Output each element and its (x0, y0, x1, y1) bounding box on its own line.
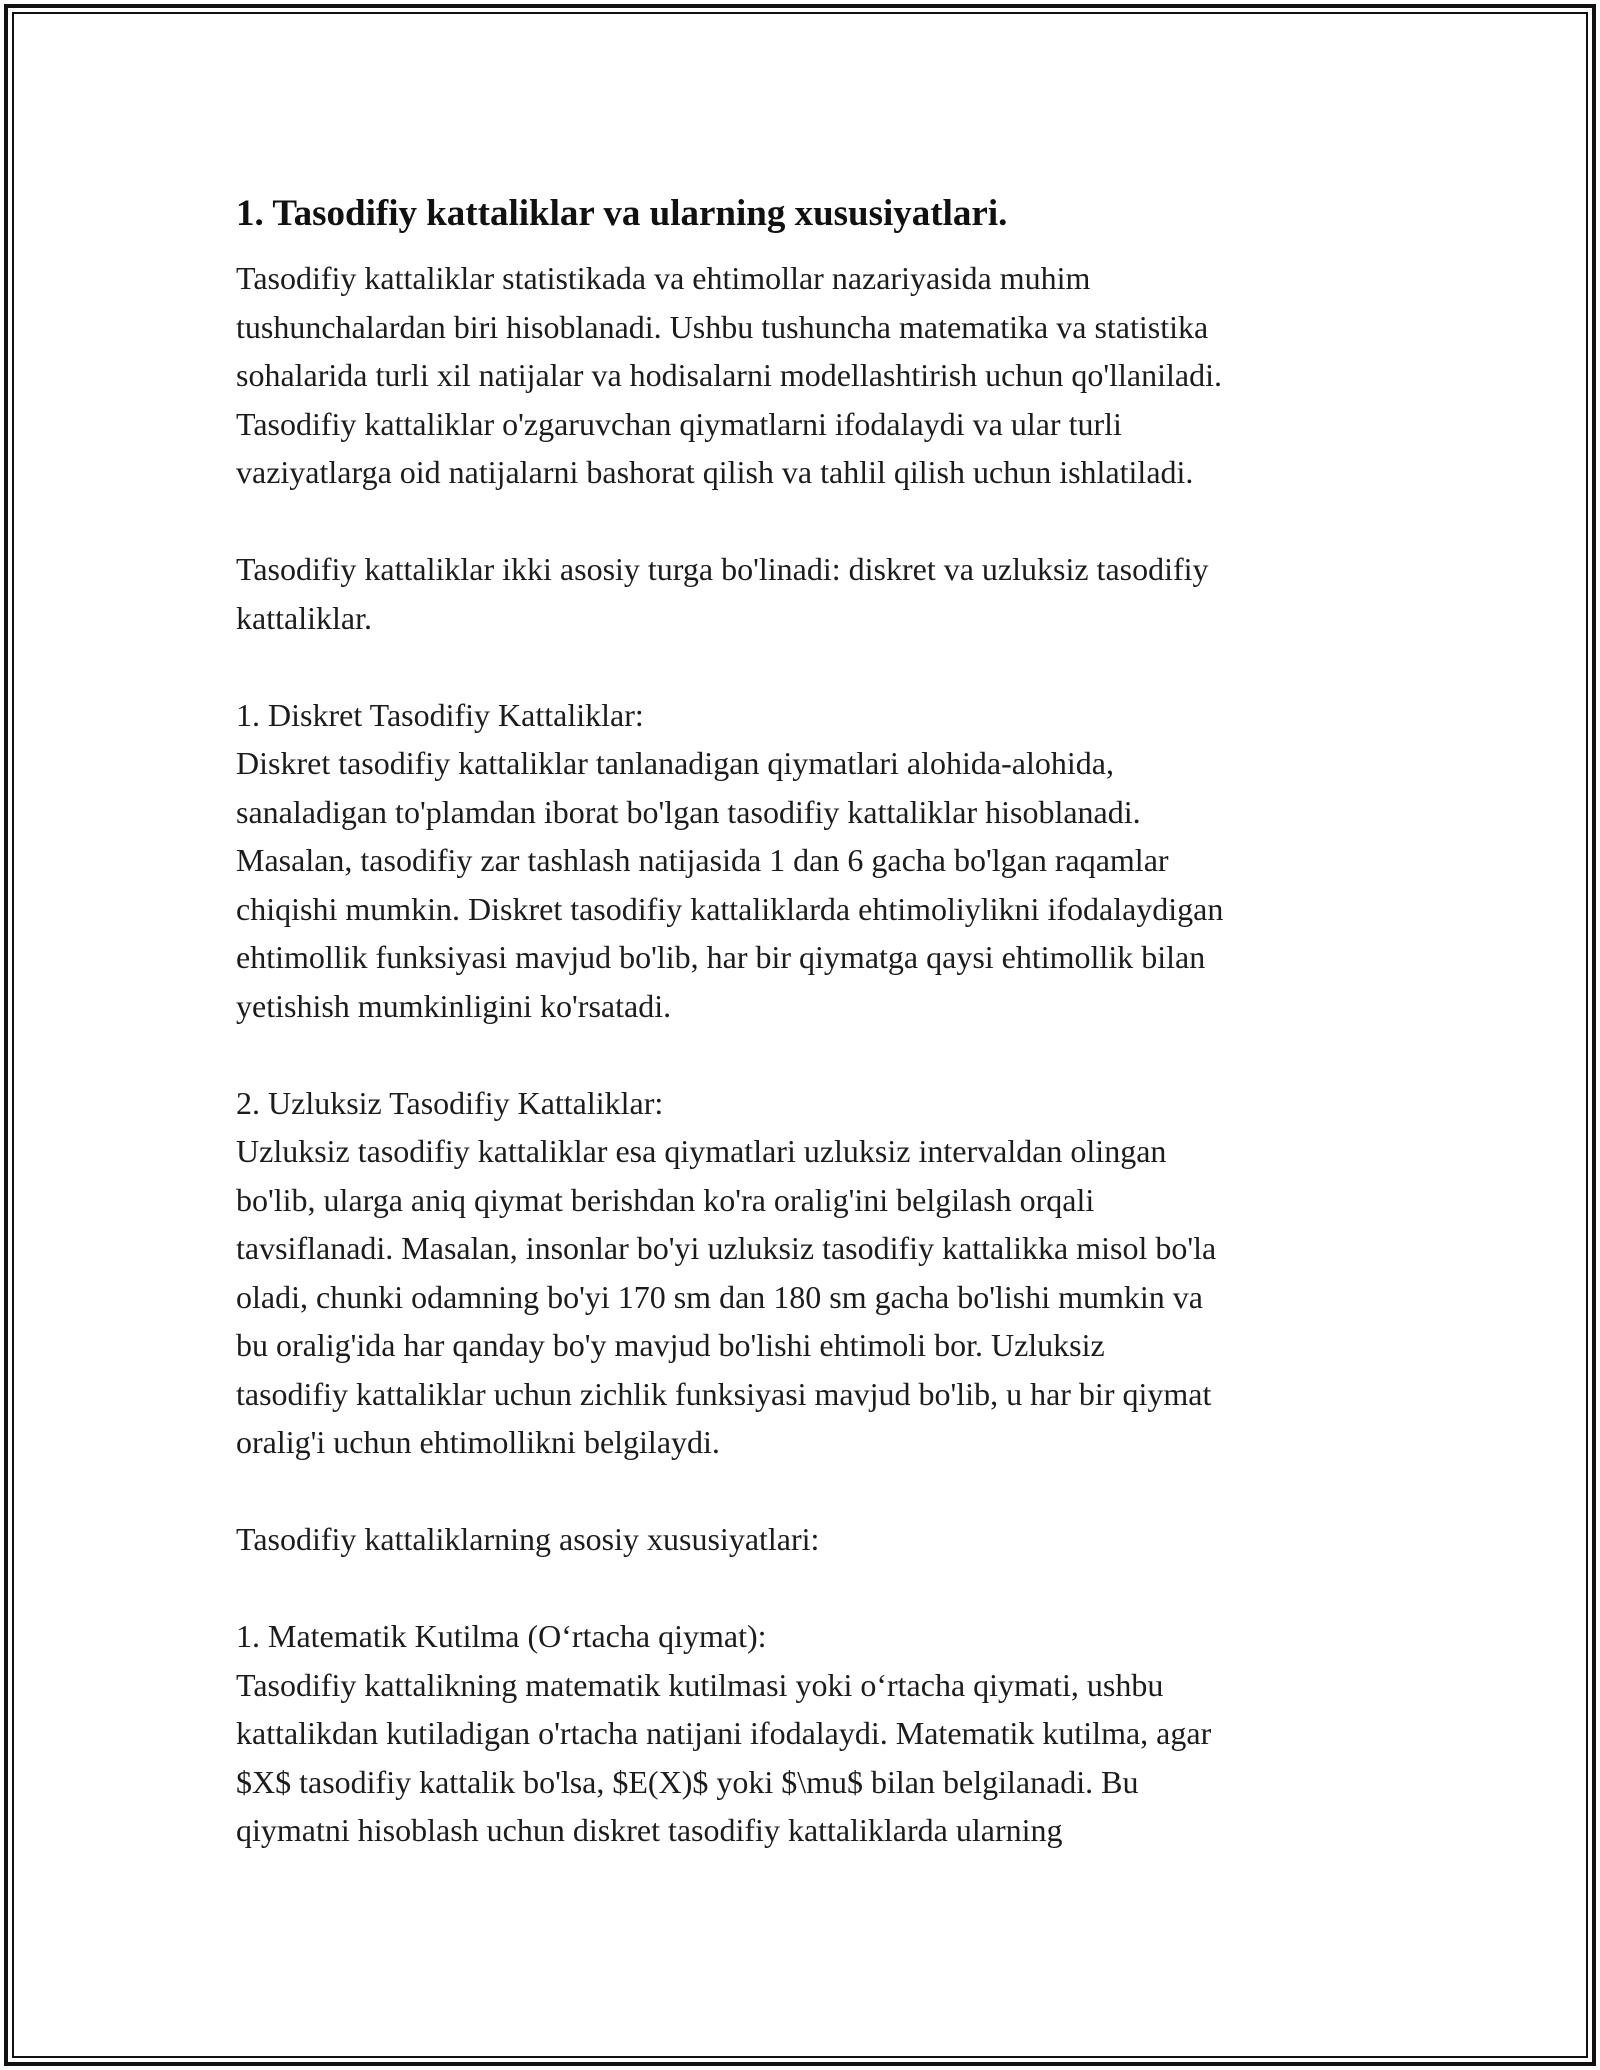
text-line: tavsiflanadi. Masalan, insonlar bo'yi uzluksiz tasodifiy kattalikka misol bo'la (236, 1230, 1217, 1266)
text-line: 1. Diskret Tasodifiy Kattaliklar: (236, 696, 644, 733)
text-line: Tasodifiy kattaliklar statistikada va ehtimollar nazariyasida muhim (236, 260, 1091, 296)
text-line: $X$ tasodifiy kattalik bo'lsa, $E(X)$ yoki $\mu$ bilan belgilanadi. Bu (236, 1763, 1139, 1800)
text-line: oladi, chunki odamning bo'yi 170 sm dan 180 sm gacha bo'lishi mumkin va (236, 1278, 1203, 1315)
paragraph-intro (236, 254, 1416, 497)
paragraph-discrete (236, 691, 1416, 1031)
text-line: Tasodifiy kattaliklar o'zgaruvchan qiymatlarni ifodalaydi va ular turli (236, 405, 1122, 442)
paragraph-continuous (236, 1079, 1416, 1467)
text-line: Masalan, tasodifiy zar tashlash natijasida 1 dan 6 gacha bo'lgan raqamlar (236, 842, 1169, 878)
text-line: kattaliklar. (236, 599, 372, 636)
text-line: 2. Uzluksiz Tasodifiy Kattaliklar: (236, 1084, 664, 1121)
paragraph-expectation (236, 1612, 1416, 1855)
text-line: 1. Matematik Kutilma (O‘rtacha qiymat): (236, 1618, 767, 1654)
text-line: sohalarida turli xil natijalar va hodisalarni modellashtirish uchun qo'llaniladi. (236, 357, 1222, 393)
text-line: Uzluksiz tasodifiy kattaliklar esa qiymatlari uzluksiz intervaldan olingan (236, 1133, 1167, 1169)
text-line: Tasodifiy kattaliklarning asosiy xususiyatlari: (236, 1521, 820, 1557)
text-line: vaziyatlarga oid natijalarni bashorat qilish va tahlil qilish uchun ishlatiladi. (236, 454, 1194, 490)
paragraph-types (236, 545, 1416, 642)
text-line: bu oralig'ida har qanday bo'y mavjud bo'lishi ehtimoli bor. Uzluksiz (236, 1327, 1105, 1363)
paragraph-properties-intro (236, 1515, 1416, 1564)
text-line: yetishish mumkinligini ko'rsatadi. (236, 987, 672, 1024)
text-line: Tasodifiy kattaliklar ikki asosiy turga bo'linadi: diskret va uzluksiz tasodifiy (236, 551, 1209, 587)
text-line: Diskret tasodifiy kattaliklar tanlanadigan qiymatlari alohida-alohida, (236, 745, 1114, 781)
section-heading: 1. Tasodifiy kattaliklar va ularning xususiyatlari. (236, 193, 1008, 234)
text-line: kattalikdan kutiladigan o'rtacha natijani ifodalaydi. Matematik kutilma, agar (236, 1715, 1212, 1751)
document-body (236, 186, 1416, 1903)
text-line: tushunchalardan biri hisoblanadi. Ushbu tushuncha matematika va statistika (236, 308, 1209, 345)
text-line: ehtimollik funksiyasi mavjud bo'lib, har bir qiymatga qaysi ehtimollik bilan (236, 939, 1206, 975)
text-line: tasodifiy kattaliklar uchun zichlik funksiyasi mavjud bo'lib, u har bir qiymat (236, 1375, 1212, 1412)
text-line: chiqishi mumkin. Diskret tasodifiy kattaliklarda ehtimoliylikni ifodalaydigan (236, 890, 1224, 927)
text-line: Tasodifiy kattalikning matematik kutilmasi yoki o‘rtacha qiymati, ushbu (236, 1666, 1164, 1703)
text-line: bo'lib, ularga aniq qiymat berishdan ko'ra oralig'ini belgilash orqali (236, 1181, 1095, 1218)
text-line: sanaladigan to'plamdan iborat bo'lgan tasodifiy kattaliklar hisoblanadi. (236, 793, 1141, 830)
text-line: oralig'i uchun ehtimollikni belgilaydi. (236, 1424, 720, 1460)
text-line: qiymatni hisoblash uchun diskret tasodifiy kattaliklarda ularning (236, 1812, 1063, 1848)
